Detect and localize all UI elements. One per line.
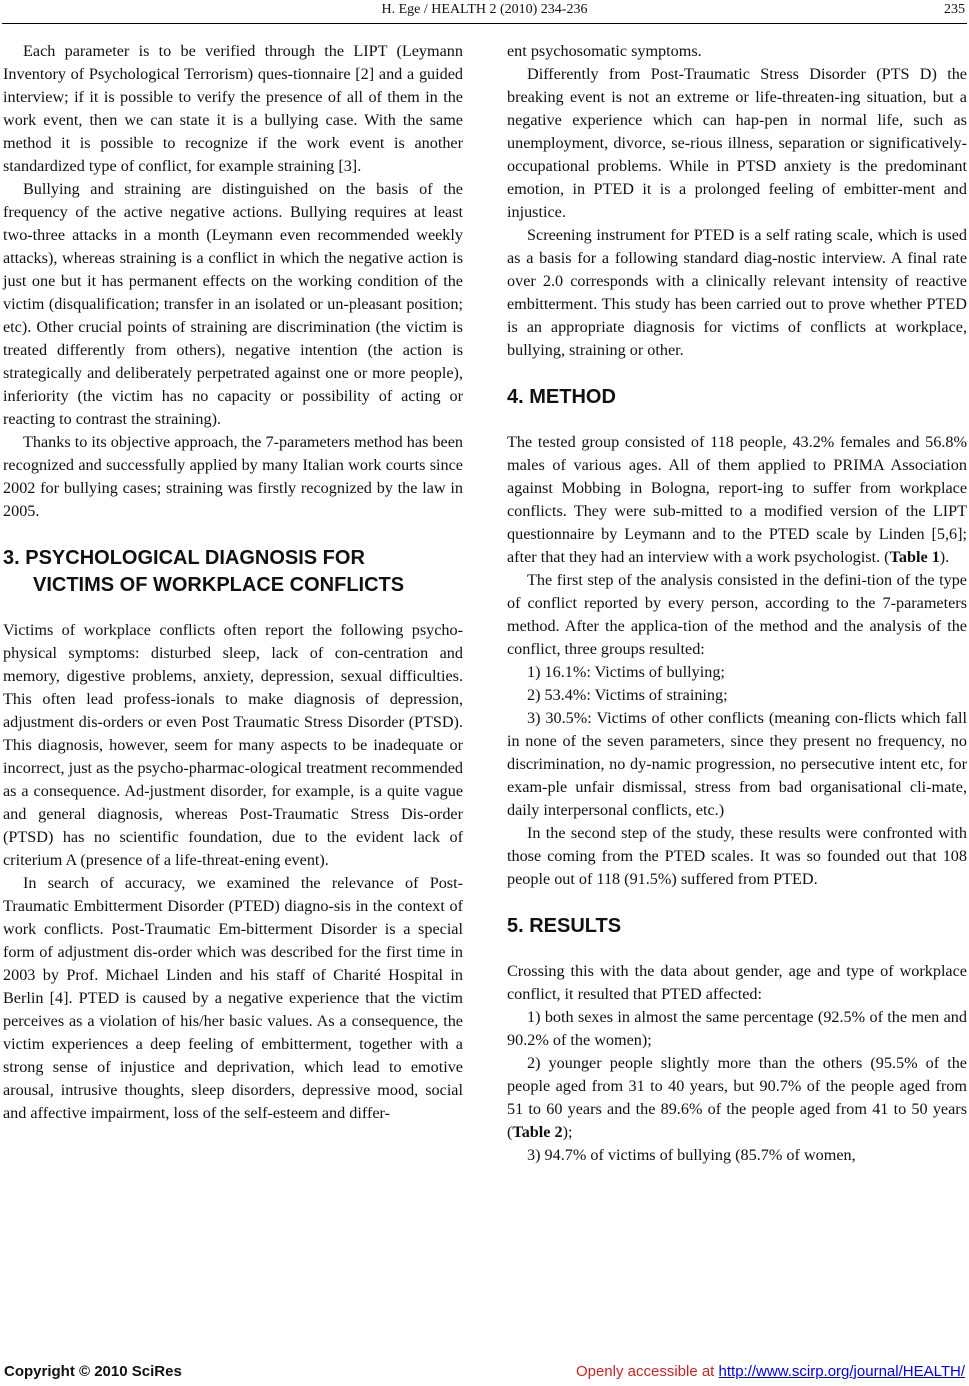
paragraph: Differently from Post-Traumatic Stress Disorder (PTS D) the breaking event is not an extreme or life-threaten-ing situation, but a negative experience which can hap-pen in normal life, such as unemployment, divorce, se-rious illness, separation or significatively-occupational problems. While in PTSD anxiety is the predominant emotion, in PTED it is a prolonged feeling of embitter-ment and injustice. [507,65,967,221]
header-rule [2,23,967,24]
list-item: 3) 30.5%: Victims of other conflicts (meaning con-flicts which fall in none of the seven parameters, since they present no frequency, no discrimination, no dy-namic progression, no persecutive intent etc, for exam-ple unfair dismissal, stress from bad organisational cli-mate, daily interpersonal conflicts, etc.) [507,709,967,819]
right-column [507,40,967,1167]
paragraph [507,431,967,569]
paragraph: In the second step of the study, these results were confronted with those coming from the PTED scales. It was so founded out that 108 people out of 118 (91.5%) suffered from PTED. [507,824,967,888]
section-heading-line: VICTIMS OF WORKPLACE CONFLICTS [33,574,405,596]
table-ref: Table 1 [889,548,940,566]
list-item: 2) 53.4%: Victims of straining; [527,686,728,704]
paragraph: ent psychosomatic symptoms. [507,42,702,60]
section-heading-3 [3,545,463,599]
open-access-note [576,1363,965,1380]
paragraph: Screening instrument for PTED is a self rating scale, which is used as a basis for a following standard diag-nostic interview. A final rate over 2.0 corresponds with a clinically relevant intensity of reactive embitterment. This study has been carried out to prove whether PTED is an appropriate diagnosis for victims of conflicts at workplace, bullying, straining or other. [507,226,967,359]
paragraph: Bullying and straining are distinguished on the basis of the frequency of the active negative actions. Bullying requires at least two-three attacks in a month (Leymann even recommended weekly attacks), whereas straining is a conflict in which the negative action is just one but it has permanent effects on the working condition of the victim (disqualification; transfer in an isolated or un-pleasant position; etc). Other crucial points of straining are discrimination (the victim is treated differently from others), negative intention (the action is strategically and deliberately perpetrated against one or more people), inferiority (the victim has no capacity or possibility of acting or reacting to contrast the straining). [3,180,463,428]
page-footer [0,1363,969,1385]
section-heading-line: 3. PSYCHOLOGICAL DIAGNOSIS FOR [3,547,365,569]
list-item: 1) 16.1%: Victims of bullying; [527,663,725,681]
list-item: 3) 94.7% of victims of bullying (85.7% of women, [527,1146,856,1164]
table-ref: Table 2 [512,1123,563,1141]
list-item [507,1052,967,1144]
paragraph: Each parameter is to be verified through the LIPT (Leymann Inventory of Psychological Terrorism) ques-tionnaire [2] and a guided interview; if it is possible to verify the presence of all of them in the work event, then we can state it is a bullying case. With the same method it is possible to recognize if the work event is another standardized type of conflict, for example straining [3]. [3,42,463,175]
access-prefix: Openly accessible at [575,1363,719,1380]
paragraph-text: The tested group consisted of 118 people, 43.2% females and 56.8% males of various ages. All of them applied to PRIMA Association against Mobbing in Bologna, report-ing to suffer from workplace conflicts. They were sub-mitted to a modified version of the LIPT questionnaire by Leymann and to the PTED scale by Linden [5,6]; after that they had an interview with a work psychologist. ( [507,433,967,566]
list-item: 1) both sexes in almost the same percentage (92.5% of the men and 90.2% of the women); [507,1008,967,1049]
paragraph-text: ); [562,1123,573,1141]
left-column [3,40,463,1125]
paragraph: Crossing this with the data about gender, age and type of workplace conflict, it resulted that PTED affected: [507,962,967,1003]
page-number: 235 [944,2,965,17]
section-heading-5: 5. RESULTS [507,915,622,937]
paragraph: In search of accuracy, we examined the relevance of Post-Traumatic Embitterment Disorder (PTED) diagno-sis in the context of work conflicts. Post-Traumatic Em-bitterment Disorder is a special form of adjustment dis-order which was described for the first time in 2003 by Prof. Michael Linden and his staff of Charité Hospital in Berlin [4]. PTED is caused by a negative experience that the victim perceives as a violation of his/her basic values. As a consequence, the victim experiences a deep feeling of embitterment, together with a strong sense of injustice and deprivation, which lead to emotive arousal, intrusive thoughts, sleep disorders, depressive mood, social and affective impairment, loss of the self-esteem and differ- [3,874,463,1122]
paragraph-text: 2) younger people slightly more than the others (95.5% of the people aged from 31 to 40 years, but 90.7% of the people aged from 51 to 60 years and the 89.6% of the people aged from 41 to 50 years ( [507,1054,967,1141]
paragraph: The first step of the analysis consisted in the defini-tion of the type of conflict reported by every person, according to the 7-parameters method. After the applica-tion of the method and the analysis of the conflict, three groups resulted: [507,571,967,658]
running-head: H. Ege / HEALTH 2 (2010) 234-236 [381,2,588,17]
copyright: Copyright © 2010 SciRes [4,1363,182,1380]
section-heading-4: 4. METHOD [507,386,616,408]
journal-link[interactable]: http://www.scirp.org/journal/HEALTH/ [718,1363,965,1380]
paragraph: Victims of workplace conflicts often report the following psycho-physical symptoms: disturbed sleep, lack of con-centration and memory, digestive problems, anxiety, depression, sexual difficulties. This often lead profess-ionals to make diagnosis of depression, adjustment dis-orders or even Post Traumatic Stress Disorder (PTSD). This diagnosis, however, seem for many aspects to be inadequate or incorrect, just as the psycho-pharmac-ological treatment recommended as a consequence. Ad-justment disorder, for example, is a quite vague and general diagnosis, whereas Post-Traumatic Stress Dis-order (PTSD) has no scientific foundation, due to the evident lack of criterium A (presence of a life-threat-ening event). [3,621,463,869]
page-header [0,0,969,22]
paragraph-text: ). [939,548,950,566]
paragraph: Thanks to its objective approach, the 7-parameters method has been recognized and successfully applied by many Italian work courts since 2002 for bullying cases; straining was firstly recognized by the law in 2005. [3,433,463,520]
